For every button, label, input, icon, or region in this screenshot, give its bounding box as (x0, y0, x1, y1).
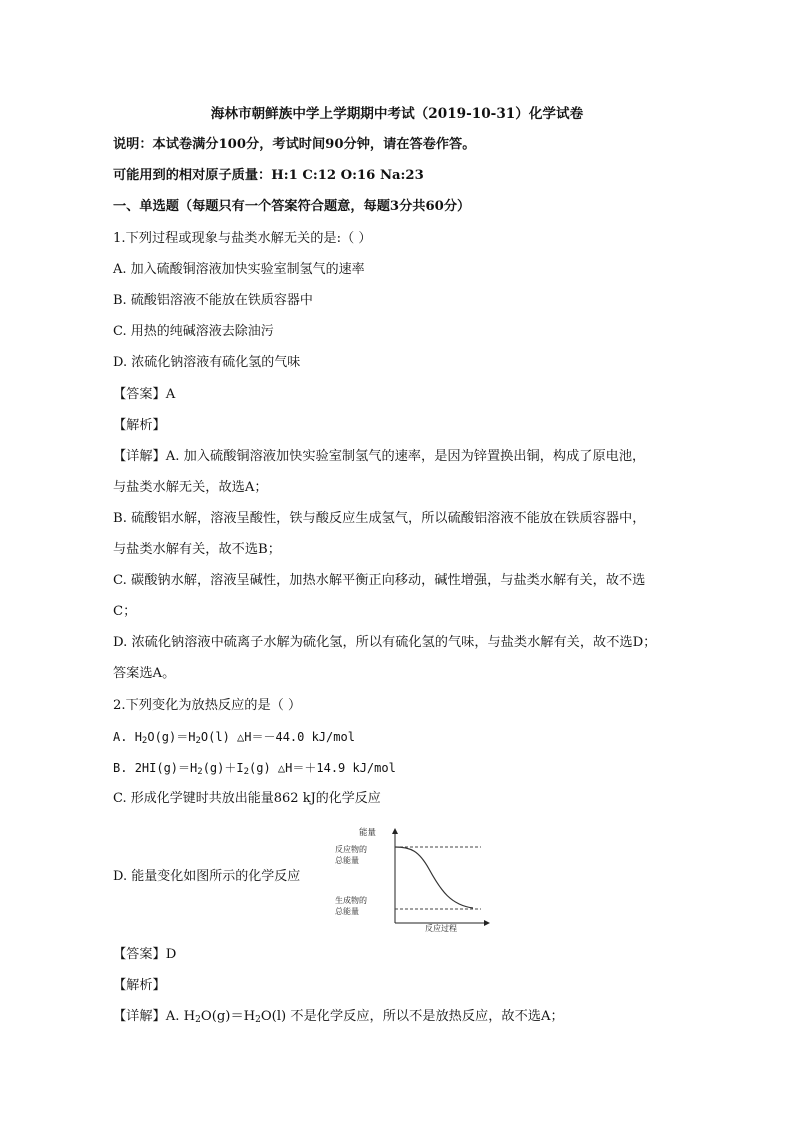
q2-option-c: C. 形成化学键时共放出能量862 kJ的化学反应 (113, 791, 381, 806)
q1-option-b: B. 硫酸铝溶液不能放在铁质容器中 (113, 293, 313, 308)
q1-detail-line: C. 碳酸钠水解，溶液呈碱性，加热水解平衡正向移动，碱性增强，与盐类水解有关，故不选 (113, 573, 646, 588)
q2-analysis-label: 【解析】 (113, 978, 166, 993)
energy-curve (395, 847, 473, 908)
x-axis-label: 反应过程 (425, 924, 457, 933)
q1-detail-line: D. 浓硫化钠溶液中硫离子水解为硫化氢，所以有硫化氢的气味，与盐类水解有关，故不选D； (113, 635, 657, 650)
q2-stem: 2.下列变化为放热反应的是（ ） (113, 698, 302, 713)
q1-option-d: D. 浓硫化钠溶液有硫化氢的气味 (113, 355, 301, 370)
q1-detail-line: C； (113, 604, 137, 619)
q2-option-d: D. 能量变化如图所示的化学反应 (113, 869, 301, 884)
section-heading: 一、单选题（每题只有一个答案符合题意，每题3分共60分） (113, 199, 471, 214)
energy-diagram (333, 823, 491, 933)
q2-option-b: B. $2HI(g)=H_2(g)+I_2(g)$ △H＝＋14.9 kJ/mol (113, 761, 396, 777)
q1-detail-line: B. 硫酸铝水解，溶液呈酸性，铁与酸反应生成氢气，所以硫酸铝溶液不能放在铁质容器中， (113, 511, 646, 526)
reactant-energy-label: 总能量 (335, 856, 359, 865)
q1-answer: 【答案】A (113, 387, 176, 402)
q1-detail-line: 与盐类水解有关，故不选B； (113, 542, 281, 557)
q2-detail-line: 【详解】A. $H_2O(g)=H_2O(l)$ 不是化学反应，所以不是放热反应，故不选A； (113, 1009, 564, 1025)
atomic-mass-info: 可能用到的相对原子质量：H:1 C:12 O:16 Na:23 (113, 168, 424, 183)
q2-option-a: A. $H_2O(g)=H_2O(l)$ △H＝－44.0 kJ/mol (113, 730, 355, 746)
q1-option-c: C. 用热的纯碱溶液去除油污 (113, 324, 274, 339)
q1-option-a: A. 加入硫酸铜溶液加快实验室制氢气的速率 (113, 262, 365, 277)
exam-note: 说明：本试卷满分100分，考试时间90分钟，请在答卷作答。 (113, 137, 476, 152)
product-energy-label: 总能量 (335, 907, 359, 916)
reactant-energy-label: 反应物的 (335, 845, 367, 854)
page-title: 海林市朝鲜族中学上学期期中考试（2019-10-31）化学试卷 (210, 106, 584, 122)
q2-answer: 【答案】D (113, 947, 177, 962)
q1-detail-line: 【详解】A. 加入硫酸铜溶液加快实验室制氢气的速率，是因为锌置换出铜，构成了原电池， (113, 449, 646, 464)
product-energy-label: 生成物的 (335, 896, 367, 905)
q1-detail-line: 答案选A。 (113, 666, 176, 681)
q1-stem: 1.下列过程或现象与盐类水解无关的是:（ ） (113, 231, 372, 246)
y-axis-label: 能量 (359, 828, 377, 838)
q1-detail-line: 与盐类水解无关，故选A； (113, 480, 268, 495)
q1-analysis-label: 【解析】 (113, 418, 166, 433)
